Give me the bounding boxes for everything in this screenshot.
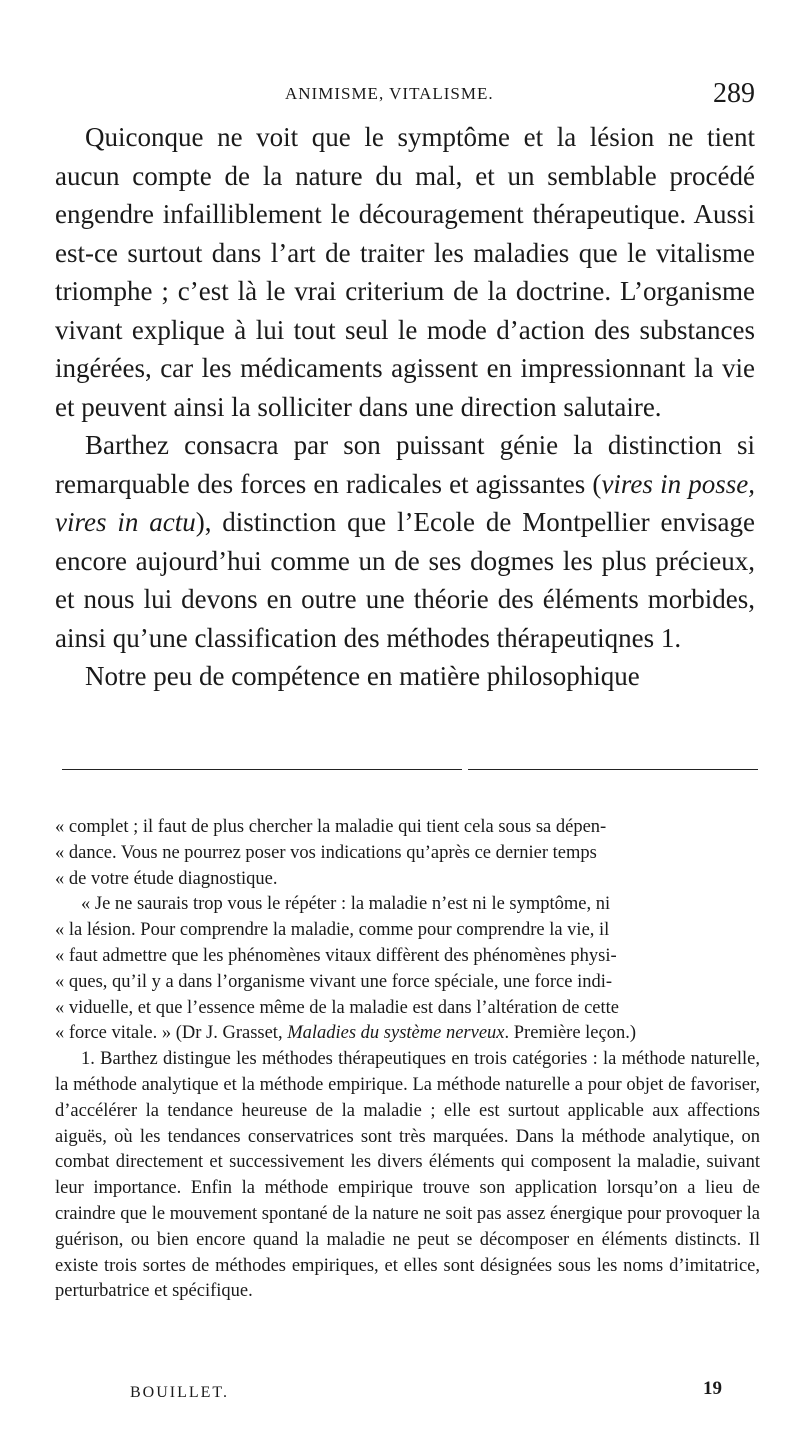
quote-line: « force vitale. » (Dr J. Grasset, bbox=[55, 1023, 288, 1044]
quote-line: « faut admettre que les phénomènes vitaux diffèrent des phénomènes physi- bbox=[55, 945, 617, 966]
page-header bbox=[55, 78, 755, 118]
footnote-ref: 1 bbox=[660, 622, 675, 653]
quote-line: « de votre étude diagnostique. bbox=[55, 868, 278, 889]
citation-tail: . Première leçon.) bbox=[504, 1023, 637, 1044]
sheet-number: 19 bbox=[703, 1378, 722, 1399]
footnote-1-text: Barthez distingue les méthodes thérapeutiques en trois catégories : la méthode naturelle, la méthode analytique et la méthode empirique. La méthode naturelle a pour objet de favoriser, d’accélérer la tendance heureuse de la maladie ; elle est surtout applicable aux affections aiguës, où les tendances conservatrices sont très marquées. Dans la méthode analytique, on combat directement et successivement les divers éléments qui composent la maladie, suivant leur importance. Enfin la méthode empirique trouve son application lorsqu’on a lieu de craindre que le mouvement spontané de la nature ne soit pas assez énergique pour provoquer la guérison, ou bien encore quand la maladie ne peut se décomposer en éléments distincts. Il existe trois sortes de méthodes empiriques, et elles sont désignées sous les noms d’imitatrice, perturbatrice et spécifique. bbox=[55, 1049, 760, 1302]
latin-phrase: vires in posse, vires in actu bbox=[55, 468, 756, 537]
main-text bbox=[55, 118, 755, 696]
paragraph-2-end: . bbox=[674, 622, 682, 653]
footnote-1-label: 1. bbox=[81, 1049, 95, 1070]
running-title: ANIMISME, VITALISME. bbox=[285, 84, 494, 103]
quote-block-1 bbox=[55, 815, 760, 892]
footnotes bbox=[55, 815, 760, 1305]
quote-line: « ques, qu’il y a dans l’organisme vivant une force spéciale, une force indi- bbox=[55, 971, 613, 992]
footnote-rule-right bbox=[468, 769, 758, 770]
paragraph-2 bbox=[55, 426, 755, 657]
paragraph-1: Quiconque ne voit que le symptôme et la lésion ne tient aucun compte de la nature du mal, et un semblable procédé engendre infailliblement le découragement thérapeutique. Aussi est-ce surtout dans l’art de traiter les maladies que le vitalisme triomphe ; c’est là le vrai criterium de la doctrine. L’organisme vivant explique à lui tout seul le mode d’action des substances ingérées, car les médicaments agissent en impressionnant la vie et peuvent ainsi la solliciter dans une direction salutaire. bbox=[55, 122, 755, 422]
page-number: 289 bbox=[713, 78, 755, 109]
citation-title: Maladies du système nerveux bbox=[287, 1023, 505, 1044]
quote-line: « complet ; il faut de plus chercher la maladie qui tient cela sous sa dépen- bbox=[55, 817, 607, 837]
quote-line: « Je ne saurais trop vous le répéter : la maladie n’est ni le symptôme, ni bbox=[81, 894, 611, 915]
quote-block-2 bbox=[55, 892, 760, 1047]
quote-line: « viduelle, et que l’essence même de la maladie est dans l’altération de cette bbox=[55, 997, 620, 1018]
footnote-rule-left bbox=[62, 769, 462, 770]
paragraph-3: Notre peu de compétence en matière philosophique bbox=[85, 661, 640, 691]
page-footer bbox=[130, 1378, 722, 1408]
paragraph-2-part-a: Barthez consacra par son puissant génie la distinction si remarquable des forces en radicales et agissantes ( bbox=[55, 430, 755, 499]
printer-signature: BOUILLET. bbox=[130, 1384, 230, 1401]
paragraph-2-part-b: ), distinction que l’Ecole de Montpellier envisage encore aujourd’hui comme un de ses dogmes les plus précieux, et nous lui devons en outre une théorie des éléments morbides, ainsi qu’une classification des méthodes thérapeutiqnes bbox=[55, 507, 755, 653]
footnote-1 bbox=[55, 1047, 760, 1305]
quote-line: « la lésion. Pour comprendre la maladie, comme pour comprendre la vie, il bbox=[55, 920, 610, 941]
quote-line: « dance. Vous ne pourrez poser vos indications qu’après ce dernier temps bbox=[55, 842, 597, 863]
